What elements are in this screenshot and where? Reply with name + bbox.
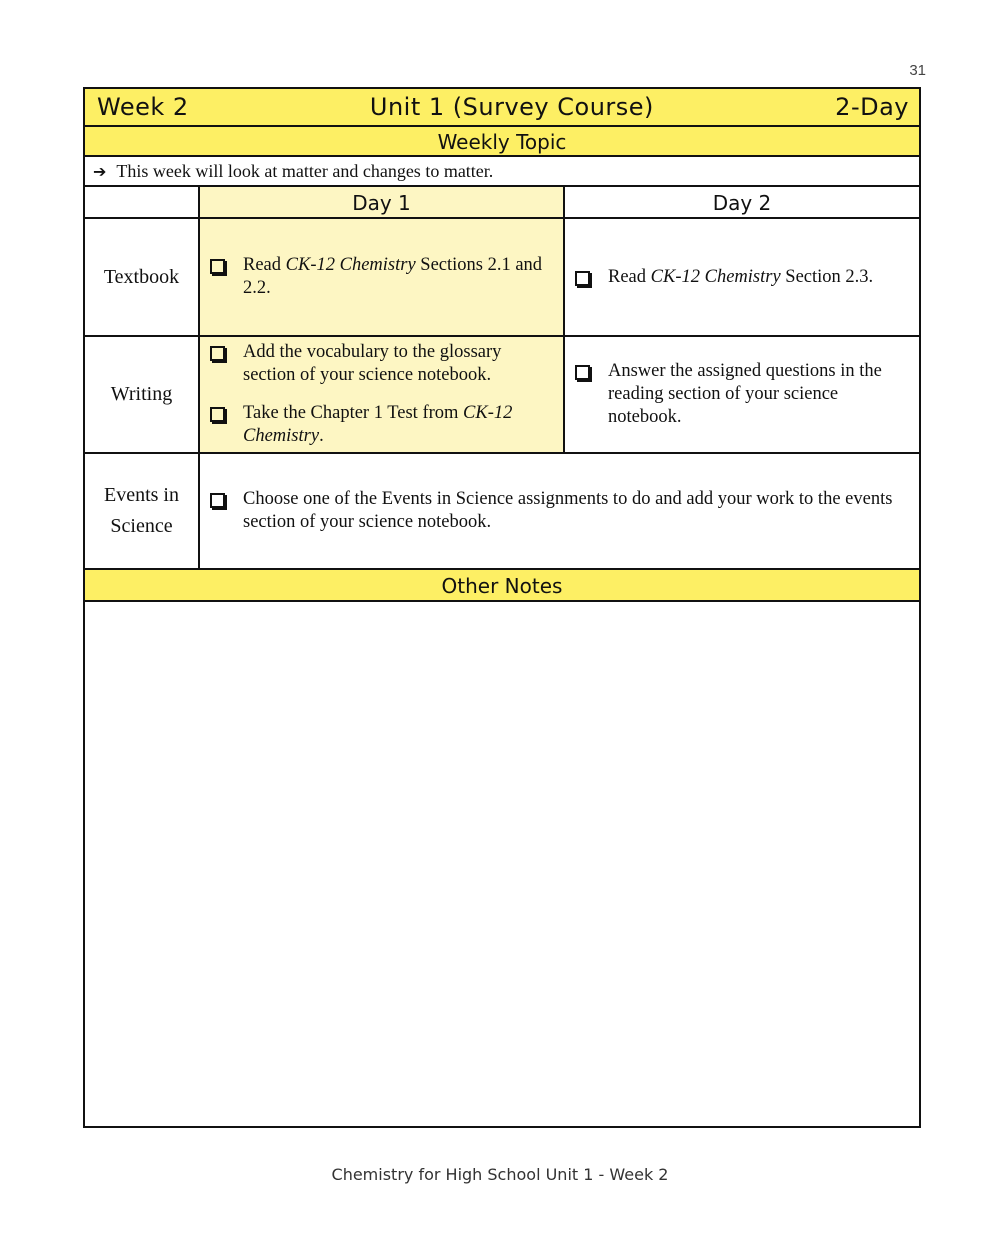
day1-heading: Day 1 bbox=[200, 187, 565, 217]
events-task[interactable]: Choose one of the Events in Science assignments to do and add your work to the events section of your science notebook. bbox=[208, 488, 913, 534]
writing-label: Writing bbox=[85, 337, 200, 452]
checkbox-icon[interactable] bbox=[210, 407, 225, 422]
writing-day2-cell bbox=[565, 337, 919, 452]
page-number: 31 bbox=[909, 62, 926, 79]
checkbox-icon[interactable] bbox=[210, 346, 225, 361]
events-cell bbox=[200, 454, 919, 568]
page-footer: Chemistry for High School Unit 1 - Week 2 bbox=[331, 1165, 669, 1184]
arrow-right-icon: ➔ bbox=[93, 162, 107, 181]
checkbox-icon[interactable] bbox=[210, 259, 225, 274]
writing-row bbox=[85, 337, 919, 454]
writing-day1-task-vocabulary[interactable]: Add the vocabulary to the glossary section of your science notebook. bbox=[208, 341, 557, 387]
empty-corner-cell bbox=[85, 187, 200, 217]
writing-day2-task[interactable]: Answer the assigned questions in the reading section of your science notebook. bbox=[573, 360, 913, 429]
other-notes-heading: Other Notes bbox=[85, 570, 919, 602]
other-notes-area[interactable] bbox=[85, 602, 919, 1126]
checkbox-icon[interactable] bbox=[210, 493, 225, 508]
weekly-topic-description bbox=[85, 157, 919, 187]
events-label: Events in Science bbox=[85, 454, 200, 568]
textbook-day1-cell bbox=[200, 219, 565, 335]
textbook-day1-task[interactable]: Read CK-12 Chemistry Sections 2.1 and 2.2. bbox=[208, 254, 557, 300]
week-label: Week 2 bbox=[97, 93, 189, 121]
weekly-topic-heading: Weekly Topic bbox=[85, 127, 919, 157]
topic-text: This week will look at matter and changes to matter. bbox=[116, 161, 494, 181]
events-row bbox=[85, 454, 919, 570]
unit-title: Unit 1 (Survey Course) bbox=[369, 93, 654, 121]
textbook-row bbox=[85, 219, 919, 337]
day-header-row bbox=[85, 187, 919, 219]
checkbox-icon[interactable] bbox=[575, 271, 590, 286]
writing-day1-cell bbox=[200, 337, 565, 452]
weekly-planner-table bbox=[83, 87, 921, 1128]
textbook-day2-cell bbox=[565, 219, 919, 335]
writing-day1-task-test[interactable]: Take the Chapter 1 Test from CK-12 Chemistry. bbox=[208, 402, 557, 448]
schedule-label: 2-Day bbox=[835, 93, 909, 121]
textbook-label: Textbook bbox=[85, 219, 200, 335]
week-header bbox=[85, 89, 919, 127]
textbook-day2-task[interactable]: Read CK-12 Chemistry Section 2.3. bbox=[573, 266, 913, 289]
checkbox-icon[interactable] bbox=[575, 365, 590, 380]
day2-heading: Day 2 bbox=[712, 191, 772, 215]
